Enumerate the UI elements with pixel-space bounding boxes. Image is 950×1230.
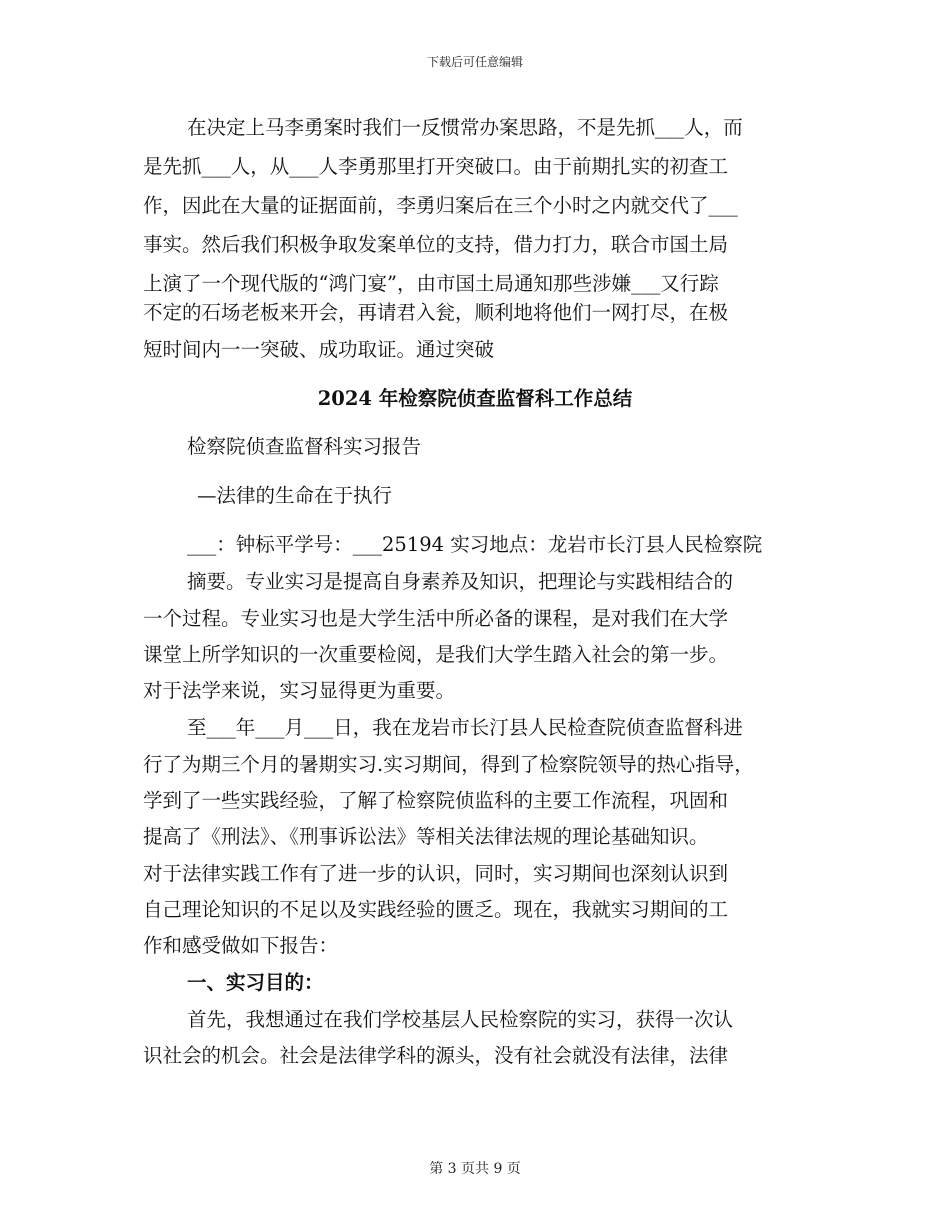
paragraph-line: 至___年___月___日，我在龙岩市长汀县人民检查院侦查监督科进 [187,716,743,739]
paragraph-line: 是先抓___人，从___人李勇那里打开突破口。由于前期扎实的初查工 [143,155,729,178]
paragraph-line: 作，因此在大量的证据面前，李勇归案后在三个小时之内就交代了___ [143,194,738,217]
document-title: 2024 年检察院侦查监督科工作总结 [317,387,633,410]
paragraph-line: 首先，我想通过在我们学校基层人民检察院的实习，获得一次认 [187,1008,734,1031]
paragraph-line: 自己理论知识的不足以及实践经验的匮乏。现在，我就实习期间的工 [143,898,729,921]
report-title: 检察院侦查监督科实习报告 [187,435,422,458]
paragraph-line: 上演了一个现代版的“鸿门宴”，由市国土局通知那些涉嫌___又行踪 [143,272,719,295]
page-header: 下载后可任意编辑 [426,55,523,69]
report-subtitle: —法律的生命在于执行 [197,484,393,507]
paragraph-line: 短时间内一一突破、成功取证。通过突破 [143,338,495,361]
paragraph-line: 作和感受做如下报告： [143,934,339,957]
paragraph-line: 对于法律实践工作有了进一步的认识，同时，实习期间也深刻认识到 [143,862,729,885]
author-info-line: ___：钟标平学号：___25194 实习地点：龙岩市长汀县人民检察院 [187,533,763,556]
paragraph-line: 课堂上所学知识的一次重要检阅，是我们大学生踏入社会的第一步。 [143,643,729,666]
paragraph-line: 事实。然后我们积极争取发案单位的支持，借力打力，联合市国土局 [143,233,729,256]
paragraph-line: 对于法学来说，实习显得更为重要。 [143,679,456,702]
paragraph-line: 在决定上马李勇案时我们一反惯常办案思路，不是先抓___人，而 [187,116,743,139]
page-footer: 第 3 页共 9 页 [429,1161,521,1177]
paragraph-line: 学到了一些实践经验，了解了检察院侦监科的主要工作流程，巩固和 [143,789,729,812]
paragraph-line: 行了为期三个月的暑期实习.实习期间，得到了检察院领导的热心指导， [143,753,754,776]
paragraph-line: 一个过程。专业实习也是大学生活中所必备的课程，是对我们在大学 [143,607,729,630]
section-heading: 一、实习目的： [187,971,324,994]
paragraph-line: 不定的石场老板来开会，再请君入瓮，顺利地将他们一网打尽，在极 [143,301,729,324]
paragraph-line: 摘要。专业实习是提高自身素养及知识，把理论与实践相结合的 [187,570,734,593]
paragraph-line: 识社会的机会。社会是法律学科的源头，没有社会就没有法律，法律 [143,1044,729,1067]
paragraph-line: 提高了《刑法》、《刑事诉讼法》等相关法律法规的理论基础知识。 [143,825,709,848]
